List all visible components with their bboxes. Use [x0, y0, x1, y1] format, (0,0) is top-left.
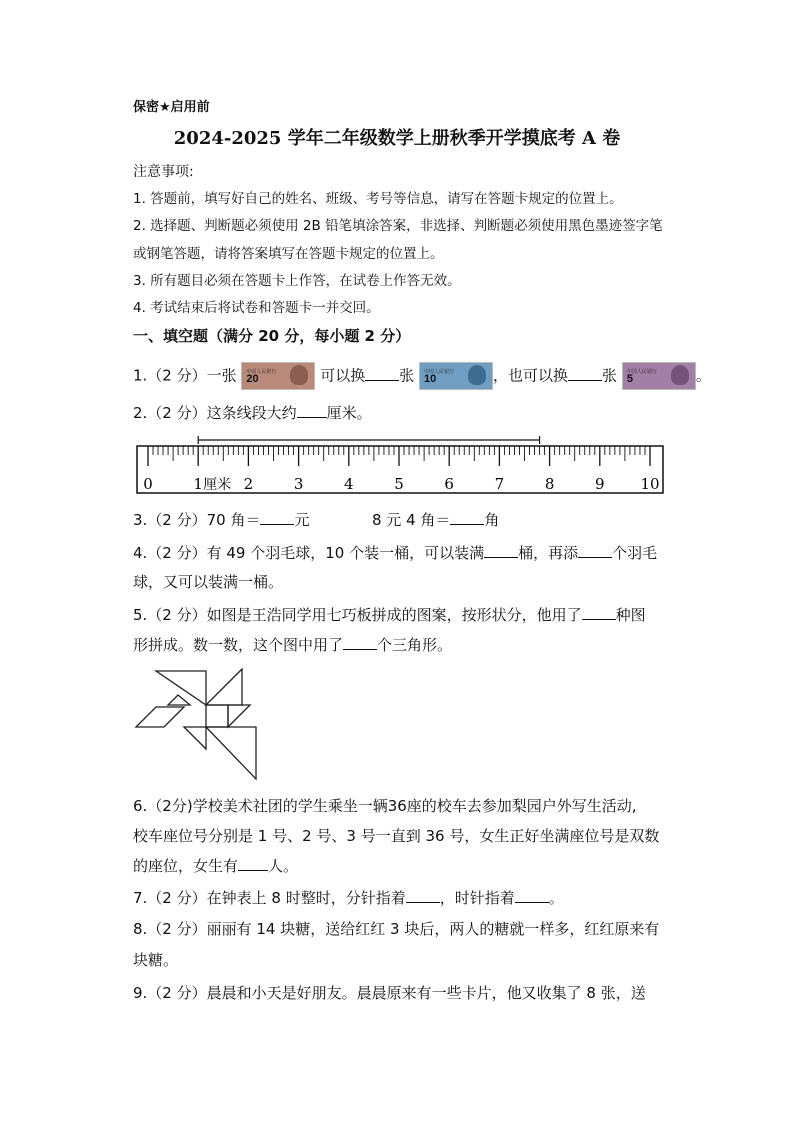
- answer-blank: [484, 543, 518, 558]
- answer-blank: [578, 543, 612, 558]
- ruler-tick-label: 2: [243, 475, 254, 493]
- question-8: 8.（2 分）丽丽有 14 块糖，送给红红 3 块后，两人的糖就一样多，红红原来有: [133, 920, 660, 938]
- tangram-figure: [132, 665, 262, 783]
- answer-blank: [582, 605, 616, 620]
- tangram-triangle: [228, 705, 250, 727]
- ruler-tick-label: 7: [494, 475, 505, 493]
- banknote-value: 20: [246, 373, 259, 385]
- q4-line2: 球，又可以装满一桶。: [133, 573, 284, 591]
- banknote-20-image: [241, 362, 315, 390]
- question-5: [133, 605, 646, 625]
- q7-part-b: ，时针指着: [439, 889, 515, 907]
- portrait-icon: [468, 365, 486, 385]
- ruler-unit-label: 厘米: [203, 477, 232, 493]
- answer-blank: [238, 856, 268, 871]
- ruler-figure: [130, 430, 670, 498]
- ruler-tick-label: 9: [595, 475, 605, 493]
- ruler-tick-label: 6: [444, 475, 454, 493]
- q2-text: 2.（2 分）这条线段大约: [133, 404, 297, 422]
- portrait-icon: [671, 365, 689, 385]
- question-9: 9.（2 分）晨晨和小天是好朋友。晨晨原来有一些卡片，他又收集了 8 张，送: [133, 984, 646, 1002]
- question-3b: [372, 510, 499, 530]
- answer-blank: [260, 510, 294, 525]
- q4-line1c: 个羽毛: [612, 544, 658, 562]
- confidential-label: 保密★启用前: [133, 100, 210, 115]
- q3-unit-a: 元: [294, 511, 310, 529]
- q5-line1a: 5.（2 分）如图是王浩同学用七巧板拼成的图案，按形状分，他用了: [133, 606, 582, 624]
- tangram-triangle: [156, 671, 206, 705]
- answer-blank: [297, 403, 327, 418]
- exam-title: 2024-2025 学年二年级数学上册秋季开学摸底考 A 卷: [173, 128, 621, 149]
- q6-line3a: 的座位，女生有: [133, 857, 239, 875]
- tangram-triangle: [206, 669, 242, 705]
- ruler-tick-label: 1: [193, 475, 203, 493]
- answer-blank: [568, 366, 602, 381]
- ruler-tick-label: 8: [544, 475, 555, 493]
- banknote-bank-name: 中国人民银行: [424, 369, 455, 375]
- question-5-line2: [133, 635, 452, 655]
- answer-blank: [515, 888, 549, 903]
- ruler-tick-label: 5: [394, 475, 404, 493]
- answer-blank: [406, 888, 440, 903]
- question-4: [133, 543, 657, 563]
- question-2: [133, 403, 372, 423]
- note-item: 1. 答题前，填写好自己的姓名、班级、考号等信息，请写在答题卡规定的位置上。: [133, 191, 623, 207]
- banknote-5-image: [622, 362, 696, 390]
- section-heading: 一、填空题（满分 20 分，每小题 2 分）: [133, 327, 411, 345]
- banknote-bank-name: 中国人民银行: [246, 369, 277, 375]
- answer-blank: [450, 510, 484, 525]
- notes-heading: 注意事项:: [133, 164, 194, 180]
- q3-part-a: 3.（2 分）70 角＝: [133, 511, 261, 529]
- tangram-triangle: [206, 727, 256, 779]
- q7-part-a: 7.（2 分）在钟表上 8 时整时，分针指着: [133, 889, 406, 907]
- question-3: [133, 510, 310, 530]
- note-item: 或钢笔答题，请将答案填写在答题卡规定的位置上。: [133, 246, 444, 262]
- question-6: 6.（2分)学校美术社团的学生乘坐一辆36座的校车去参加梨园户外写生活动,: [133, 797, 637, 815]
- tangram-square: [206, 705, 228, 727]
- answer-blank: [343, 635, 377, 650]
- portrait-icon: [290, 365, 308, 385]
- tangram-parallelogram: [136, 707, 184, 727]
- q5-line2a: 形拼成。数一数，这个图中用了: [133, 636, 344, 654]
- q2-unit: 厘米。: [326, 404, 372, 422]
- banknote-10-image: [419, 362, 493, 390]
- tangram-triangle: [168, 695, 190, 705]
- q1-mid1: 可以换: [320, 366, 366, 385]
- ruler-tick-label: 10: [640, 475, 660, 493]
- tangram-triangle: [184, 727, 206, 749]
- q1-prefix: 1.（2 分）一张: [133, 366, 237, 385]
- q5-line1b: 种图: [615, 606, 646, 624]
- q3-unit-b: 角: [484, 511, 500, 529]
- q1-mid2: 张: [399, 366, 415, 385]
- note-item: 3. 所有题目必须在答题卡上作答，在试卷上作答无效。: [133, 273, 461, 289]
- ruler-tick-label: 3: [293, 475, 304, 493]
- q4-line1a: 4.（2 分）有 49 个羽毛球，10 个装一桶，可以装满: [133, 544, 485, 562]
- answer-blank: [365, 366, 399, 381]
- q1-mid4: 张: [602, 366, 618, 385]
- q5-line2b: 个三角形。: [377, 636, 453, 654]
- question-1: [133, 362, 711, 390]
- ruler-tick-label: 4: [344, 475, 354, 493]
- banknote-value: 10: [424, 373, 437, 385]
- q4-line1b: 桶，再添: [518, 544, 579, 562]
- q3-part-b: 8 元 4 角＝: [372, 511, 451, 529]
- question-6-line3: [133, 856, 298, 876]
- note-item: 4. 考试结束后将试卷和答题卡一并交回。: [133, 300, 380, 316]
- question-6-line2: 校车座位号分别是 1 号、2 号、3 号一直到 36 号，女生正好坐满座位号是双数: [133, 827, 660, 845]
- question-8-line2: 块糖。: [133, 951, 179, 969]
- q6-line3b: 人。: [268, 857, 299, 875]
- ruler-tick-label: 0: [143, 475, 153, 493]
- note-item: 2. 选择题、判断题必须使用 2B 铅笔填涂答案，非选择、判断题必须使用黑色墨迹签字笔: [133, 218, 663, 234]
- ruler: [137, 436, 663, 493]
- q1-mid3: ，也可以换: [493, 366, 569, 385]
- q1-end: 。: [695, 366, 711, 385]
- q7-part-c: 。: [548, 889, 564, 907]
- banknote-bank-name: 中国人民银行: [626, 369, 657, 375]
- question-7: [133, 888, 564, 908]
- banknote-value: 5: [626, 373, 633, 385]
